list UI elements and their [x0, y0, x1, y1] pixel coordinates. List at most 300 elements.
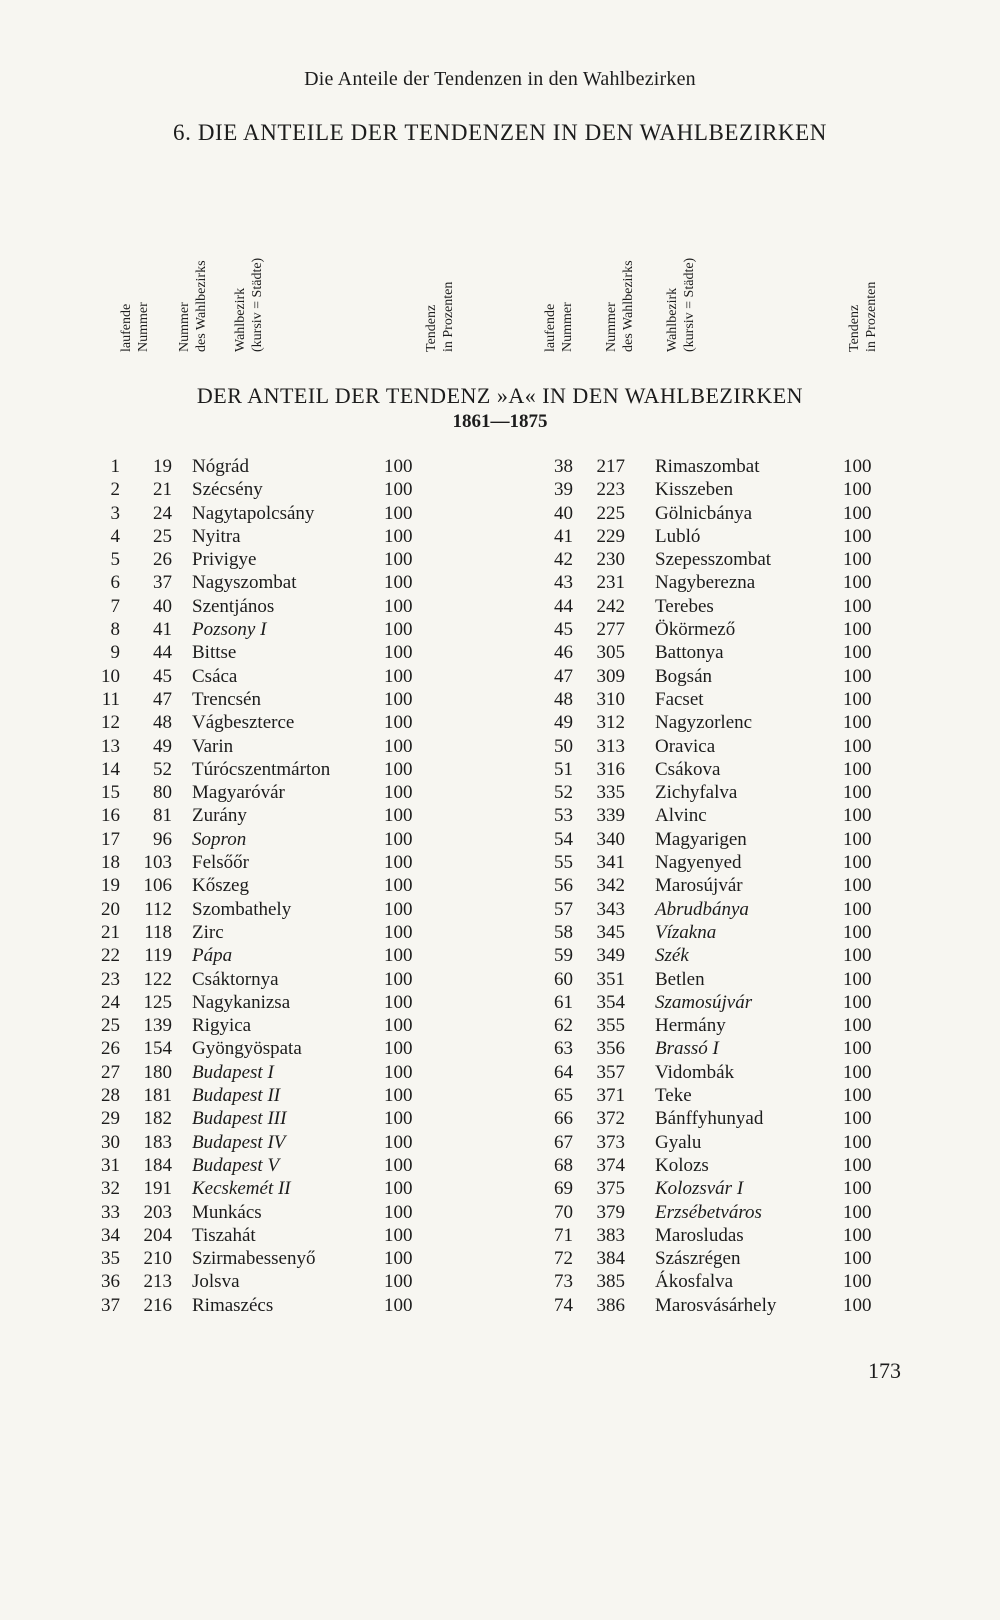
tendenz-prozent: 100: [384, 1038, 413, 1060]
laufende-nummer: 50: [554, 735, 573, 757]
table-row: [92, 944, 442, 967]
tendenz-prozent: 100: [384, 502, 413, 524]
table-row: [92, 455, 442, 478]
bezirk-name: Kolozsvár I: [655, 1178, 744, 1200]
bezirk-name: Teke: [655, 1085, 692, 1107]
table-row: [92, 711, 442, 734]
bezirk-name: Varin: [192, 735, 234, 757]
table-row: [545, 1294, 885, 1317]
laufende-nummer: 39: [554, 479, 573, 501]
bezirk-name: Vízakna: [655, 921, 717, 943]
bezirk-nummer: 229: [596, 525, 625, 547]
bezirk-name: Trencsén: [192, 688, 261, 710]
laufende-nummer: 38: [554, 456, 573, 477]
bezirk-nummer: 339: [596, 805, 625, 827]
table-row: [92, 1224, 442, 1247]
table-row: [545, 1201, 885, 1224]
table-row: [545, 735, 885, 758]
bezirk-nummer: 309: [596, 665, 625, 687]
table-row: [545, 991, 885, 1014]
table-row: [545, 1131, 885, 1154]
bezirk-name: Rimaszécs: [192, 1294, 274, 1316]
bezirk-name: Privigye: [192, 549, 257, 571]
bezirk-name: Rimaszombat: [655, 456, 760, 477]
bezirk-name: Gölnicbánya: [655, 502, 753, 524]
tendenz-prozent: 100: [843, 1061, 872, 1083]
laufende-nummer: 14: [101, 758, 120, 780]
table-row: [92, 1154, 442, 1177]
laufende-nummer: 31: [101, 1154, 120, 1176]
bezirk-nummer: 217: [596, 456, 625, 477]
bezirk-nummer: 19: [153, 456, 172, 477]
header-line: Nummer: [177, 302, 192, 352]
header-line: laufende: [119, 303, 134, 352]
bezirk-name: Zirc: [192, 921, 224, 943]
laufende-nummer: 25: [101, 1015, 120, 1037]
bezirk-name: Magyarigen: [655, 828, 747, 850]
bezirk-name: Kecskemét II: [192, 1178, 291, 1200]
tendenz-prozent: 100: [384, 1271, 413, 1293]
laufende-nummer: 3: [110, 502, 120, 524]
laufende-nummer: 64: [554, 1061, 573, 1083]
bezirk-name: Bogsán: [655, 665, 712, 687]
tendenz-prozent: 100: [384, 712, 413, 734]
tendenz-prozent: 100: [384, 1108, 413, 1130]
table-row: [92, 1084, 442, 1107]
bezirk-name: Alvinc: [655, 805, 707, 827]
laufende-nummer: 28: [101, 1085, 120, 1107]
bezirk-nummer: 216: [143, 1294, 172, 1316]
tendenz-prozent: 100: [384, 572, 413, 594]
bezirk-name: Szászrégen: [655, 1248, 741, 1270]
tendenz-prozent: 100: [843, 735, 872, 757]
table-row: [545, 688, 885, 711]
tendenz-prozent: 100: [384, 1154, 413, 1176]
laufende-nummer: 47: [554, 665, 573, 687]
tendenz-prozent: 100: [843, 1038, 872, 1060]
bezirk-name: Jolsva: [192, 1271, 240, 1293]
laufende-nummer: 13: [101, 735, 120, 757]
tendenz-prozent: 100: [384, 595, 413, 617]
bezirk-name: Hermány: [655, 1015, 726, 1037]
laufende-nummer: 68: [554, 1154, 573, 1176]
laufende-nummer: 42: [554, 549, 573, 571]
bezirk-name: Marosújvár: [655, 875, 743, 897]
table-row: [92, 1037, 442, 1060]
bezirk-nummer: 37: [153, 572, 172, 594]
table-row: [92, 478, 442, 501]
table-row: [545, 921, 885, 944]
table-row: [545, 828, 885, 851]
tendenz-prozent: 100: [843, 875, 872, 897]
bezirk-name: Kolozs: [655, 1154, 709, 1176]
laufende-nummer: 73: [554, 1271, 573, 1293]
table-row: [545, 758, 885, 781]
bezirk-nummer: 342: [596, 875, 625, 897]
bezirk-nummer: 349: [596, 945, 625, 967]
tendenz-prozent: 100: [384, 1061, 413, 1083]
header-line: des Wahlbezirks: [194, 260, 209, 352]
tendenz-prozent: 100: [843, 1248, 872, 1270]
table-row: [545, 968, 885, 991]
table-row: [545, 898, 885, 921]
laufende-nummer: 27: [101, 1061, 120, 1083]
table-row: [545, 874, 885, 897]
bezirk-name: Erzsébetváros: [655, 1201, 762, 1223]
tendenz-prozent: 100: [384, 665, 413, 687]
tendenz-prozent: 100: [843, 619, 872, 641]
bezirk-name: Munkács: [192, 1201, 262, 1223]
tendenz-prozent: 100: [843, 665, 872, 687]
table-row: [545, 1014, 885, 1037]
laufende-nummer: 4: [110, 525, 120, 547]
tendenz-prozent: 100: [843, 1201, 872, 1223]
bezirk-name: Terebes: [655, 595, 714, 617]
bezirk-nummer: 96: [153, 828, 172, 850]
bezirk-name: Vidombák: [655, 1061, 735, 1083]
laufende-nummer: 63: [554, 1038, 573, 1060]
laufende-nummer: 20: [101, 898, 120, 920]
header-tendenz-left: [423, 282, 457, 352]
bezirk-name: Csáca: [192, 665, 238, 687]
table-row: [545, 851, 885, 874]
header-line: (kursiv = Städte): [250, 257, 265, 352]
tendenz-prozent: 100: [843, 921, 872, 943]
table-row: [92, 1177, 442, 1200]
tendenz-prozent: 100: [384, 968, 413, 990]
bezirk-nummer: 341: [596, 852, 625, 874]
laufende-nummer: 59: [554, 945, 573, 967]
tendenz-prozent: 100: [384, 1224, 413, 1246]
table-row: [545, 1107, 885, 1130]
tendenz-prozent: 100: [384, 782, 413, 804]
bezirk-name: Oravica: [655, 735, 716, 757]
tendenz-prozent: 100: [384, 1201, 413, 1223]
table-row: [92, 991, 442, 1014]
header-line: Tendenz: [847, 304, 862, 352]
tendenz-prozent: 100: [384, 991, 413, 1013]
bezirk-nummer: 125: [143, 991, 172, 1013]
laufende-nummer: 26: [101, 1038, 120, 1060]
bezirk-name: Abrudbánya: [655, 898, 749, 920]
table-row: [545, 1037, 885, 1060]
laufende-nummer: 35: [101, 1248, 120, 1270]
bezirk-name: Budapest IV: [192, 1131, 286, 1153]
bezirk-name: Gyalu: [655, 1131, 702, 1153]
laufende-nummer: 22: [101, 945, 120, 967]
bezirk-nummer: 213: [143, 1271, 172, 1293]
bezirk-nummer: 21: [153, 479, 172, 501]
table-row: [92, 1131, 442, 1154]
bezirk-nummer: 386: [596, 1294, 625, 1316]
laufende-nummer: 41: [554, 525, 573, 547]
header-line: des Wahlbezirks: [621, 260, 636, 352]
bezirk-name: Battonya: [655, 642, 724, 664]
table-row: [92, 548, 442, 571]
bezirk-nummer: 182: [143, 1108, 172, 1130]
tendenz-prozent: 100: [384, 549, 413, 571]
table-row: [92, 1201, 442, 1224]
tendenz-prozent: 100: [843, 898, 872, 920]
table-row: [92, 595, 442, 618]
bezirk-nummer: 106: [143, 875, 172, 897]
tendenz-prozent: 100: [384, 1248, 413, 1270]
table-row: [545, 478, 885, 501]
bezirk-nummer: 371: [596, 1085, 625, 1107]
tendenz-prozent: 100: [843, 805, 872, 827]
section-title: 6. DIE ANTEILE DER TENDENZEN IN DEN WAHLBEZIRKEN: [173, 120, 827, 145]
laufende-nummer: 52: [554, 782, 573, 804]
laufende-nummer: 2: [110, 479, 120, 501]
bezirk-nummer: 180: [143, 1061, 172, 1083]
bezirk-name: Nagyenyed: [655, 852, 742, 874]
laufende-nummer: 15: [101, 782, 120, 804]
bezirk-nummer: 48: [153, 712, 172, 734]
table-row: [545, 571, 885, 594]
tendenz-prozent: 100: [843, 1271, 872, 1293]
subsection-years: 1861—1875: [452, 411, 548, 432]
table-row: [92, 874, 442, 897]
table-row: [545, 665, 885, 688]
laufende-nummer: 74: [554, 1294, 573, 1316]
laufende-nummer: 48: [554, 688, 573, 710]
table-row: [545, 595, 885, 618]
bezirk-nummer: 343: [596, 898, 625, 920]
laufende-nummer: 1: [110, 456, 120, 477]
laufende-nummer: 58: [554, 921, 573, 943]
laufende-nummer: 9: [110, 642, 120, 664]
bezirk-name: Tiszahát: [192, 1224, 256, 1246]
table-row: [92, 735, 442, 758]
bezirk-name: Szombathely: [192, 898, 292, 920]
table-row: [545, 525, 885, 548]
bezirk-name: Rigyica: [192, 1015, 252, 1037]
bezirk-name: Szepesszombat: [655, 549, 772, 571]
table-row: [92, 1107, 442, 1130]
bezirk-name: Szamosújvár: [655, 991, 753, 1013]
table-row: [92, 921, 442, 944]
tendenz-prozent: 100: [843, 456, 872, 477]
tendenz-prozent: 100: [843, 712, 872, 734]
bezirk-nummer: 112: [144, 898, 172, 920]
tendenz-prozent: 100: [384, 758, 413, 780]
table-row: [545, 1154, 885, 1177]
running-head: Die Anteile der Tendenzen in den Wahlbezirken: [304, 68, 696, 90]
bezirk-nummer: 335: [596, 782, 625, 804]
laufende-nummer: 55: [554, 852, 573, 874]
laufende-nummer: 11: [101, 688, 120, 710]
bezirk-nummer: 80: [153, 782, 172, 804]
laufende-nummer: 72: [554, 1248, 573, 1270]
tendenz-prozent: 100: [384, 688, 413, 710]
laufende-nummer: 69: [554, 1178, 573, 1200]
bezirk-nummer: 345: [596, 921, 625, 943]
table-row: [545, 455, 885, 478]
tendenz-prozent: 100: [384, 1294, 413, 1316]
laufende-nummer: 37: [101, 1294, 120, 1316]
header-line: in Prozenten: [864, 281, 879, 352]
table-row: [545, 1270, 885, 1293]
tendenz-prozent: 100: [384, 456, 413, 477]
laufende-nummer: 17: [101, 828, 120, 850]
bezirk-nummer: 312: [596, 712, 625, 734]
bezirk-name: Csáktornya: [192, 968, 279, 990]
table-row: [545, 711, 885, 734]
bezirk-name: Budapest I: [192, 1061, 274, 1083]
tendenz-prozent: 100: [384, 1131, 413, 1153]
table-left: [92, 455, 442, 1317]
header-line: (kursiv = Städte): [682, 257, 697, 352]
laufende-nummer: 10: [101, 665, 120, 687]
bezirk-name: Ákosfalva: [655, 1271, 734, 1293]
laufende-nummer: 49: [554, 712, 573, 734]
table-row: [545, 1247, 885, 1270]
bezirk-nummer: 122: [143, 968, 172, 990]
header-line: Tendenz: [424, 304, 439, 352]
bezirk-name: Szécsény: [192, 479, 263, 501]
bezirk-nummer: 24: [153, 502, 172, 524]
bezirk-name: Pozsony I: [192, 619, 267, 641]
table-row: [92, 804, 442, 827]
tendenz-prozent: 100: [384, 828, 413, 850]
bezirk-name: Marosludas: [655, 1224, 744, 1246]
table-row: [545, 944, 885, 967]
bezirk-name: Zurány: [192, 805, 247, 827]
bezirk-nummer: 26: [153, 549, 172, 571]
bezirk-name: Bittse: [192, 642, 237, 664]
bezirk-nummer: 379: [596, 1201, 625, 1223]
header-line: Wahlbezirk: [233, 287, 248, 352]
tendenz-prozent: 100: [843, 991, 872, 1013]
bezirk-nummer: 375: [596, 1178, 625, 1200]
bezirk-nummer: 230: [596, 549, 625, 571]
bezirk-nummer: 357: [596, 1061, 625, 1083]
tendenz-prozent: 100: [384, 875, 413, 897]
bezirk-name: Betlen: [655, 968, 705, 990]
laufende-nummer: 16: [101, 805, 120, 827]
bezirk-nummer: 356: [596, 1038, 625, 1060]
bezirk-nummer: 40: [153, 595, 172, 617]
table-row: [545, 1084, 885, 1107]
laufende-nummer: 67: [554, 1131, 573, 1153]
table-row: [92, 781, 442, 804]
tendenz-prozent: 100: [843, 525, 872, 547]
subsection-title: DER ANTEIL DER TENDENZ »A« IN DEN WAHLBEZIRKEN: [196, 383, 804, 408]
bezirk-nummer: 354: [596, 991, 625, 1013]
table-row: [92, 1270, 442, 1293]
tendenz-prozent: 100: [843, 968, 872, 990]
bezirk-name: Szentjános: [192, 595, 275, 617]
laufende-nummer: 7: [110, 595, 120, 617]
laufende-nummer: 6: [110, 572, 120, 594]
tendenz-prozent: 100: [843, 572, 872, 594]
tendenz-prozent: 100: [843, 479, 872, 501]
table-row: [92, 898, 442, 921]
bezirk-nummer: 181: [143, 1085, 172, 1107]
header-nr-left: [176, 260, 210, 352]
laufende-nummer: 8: [110, 619, 120, 641]
table-row: [92, 1014, 442, 1037]
header-lfd-right: [542, 302, 576, 352]
tendenz-prozent: 100: [843, 1108, 872, 1130]
tendenz-prozent: 100: [843, 1015, 872, 1037]
bezirk-name: Nagytapolcsány: [192, 502, 315, 524]
tendenz-prozent: 100: [843, 1224, 872, 1246]
bezirk-nummer: 374: [596, 1154, 625, 1176]
table-row: [92, 525, 442, 548]
laufende-nummer: 40: [554, 502, 573, 524]
bezirk-name: Nyitra: [192, 525, 241, 547]
laufende-nummer: 60: [554, 968, 573, 990]
tendenz-prozent: 100: [843, 1131, 872, 1153]
bezirk-nummer: 373: [596, 1131, 625, 1153]
bezirk-name: Nógrád: [192, 456, 249, 477]
laufende-nummer: 32: [101, 1178, 120, 1200]
bezirk-nummer: 139: [143, 1015, 172, 1037]
laufende-nummer: 24: [101, 991, 120, 1013]
bezirk-nummer: 118: [144, 921, 172, 943]
laufende-nummer: 30: [101, 1131, 120, 1153]
laufende-nummer: 45: [554, 619, 573, 641]
table-row: [92, 571, 442, 594]
laufende-nummer: 23: [101, 968, 120, 990]
header-lfd-left: [118, 302, 152, 352]
table-row: [92, 641, 442, 664]
tendenz-prozent: 100: [843, 549, 872, 571]
bezirk-nummer: 231: [596, 572, 625, 594]
laufende-nummer: 21: [101, 921, 120, 943]
bezirk-name: Vágbeszterce: [192, 712, 295, 734]
laufende-nummer: 71: [554, 1224, 573, 1246]
bezirk-name: Szirmabessenyő: [192, 1248, 316, 1270]
bezirk-nummer: 372: [596, 1108, 625, 1130]
table-row: [92, 851, 442, 874]
table-row: [92, 1247, 442, 1270]
bezirk-name: Marosvásárhely: [655, 1294, 777, 1316]
tendenz-prozent: 100: [384, 945, 413, 967]
header-line: Nummer: [560, 302, 575, 352]
bezirk-name: Bánffyhunyad: [655, 1108, 764, 1130]
bezirk-nummer: 351: [596, 968, 625, 990]
tendenz-prozent: 100: [384, 898, 413, 920]
bezirk-nummer: 49: [153, 735, 172, 757]
laufende-nummer: 56: [554, 875, 573, 897]
bezirk-nummer: 154: [143, 1038, 172, 1060]
tendenz-prozent: 100: [843, 595, 872, 617]
laufende-nummer: 70: [554, 1201, 573, 1223]
bezirk-nummer: 25: [153, 525, 172, 547]
bezirk-nummer: 119: [144, 945, 172, 967]
bezirk-nummer: 183: [143, 1131, 172, 1153]
bezirk-name: Ökörmező: [655, 619, 736, 641]
laufende-nummer: 34: [101, 1224, 120, 1246]
bezirk-name: Nagykanizsa: [192, 991, 291, 1013]
bezirk-nummer: 184: [143, 1154, 172, 1176]
bezirk-nummer: 305: [596, 642, 625, 664]
header-bezirk-right: [664, 258, 698, 352]
bezirk-name: Nagyszombat: [192, 572, 297, 594]
tendenz-prozent: 100: [384, 805, 413, 827]
bezirk-name: Budapest III: [192, 1108, 287, 1130]
header-bezirk-left: [232, 258, 266, 352]
bezirk-name: Brassó I: [655, 1038, 719, 1060]
bezirk-name: Nagyzorlenc: [655, 712, 753, 734]
table-row: [92, 828, 442, 851]
tendenz-prozent: 100: [384, 642, 413, 664]
header-line: laufende: [543, 303, 558, 352]
laufende-nummer: 46: [554, 642, 573, 664]
bezirk-nummer: 203: [143, 1201, 172, 1223]
